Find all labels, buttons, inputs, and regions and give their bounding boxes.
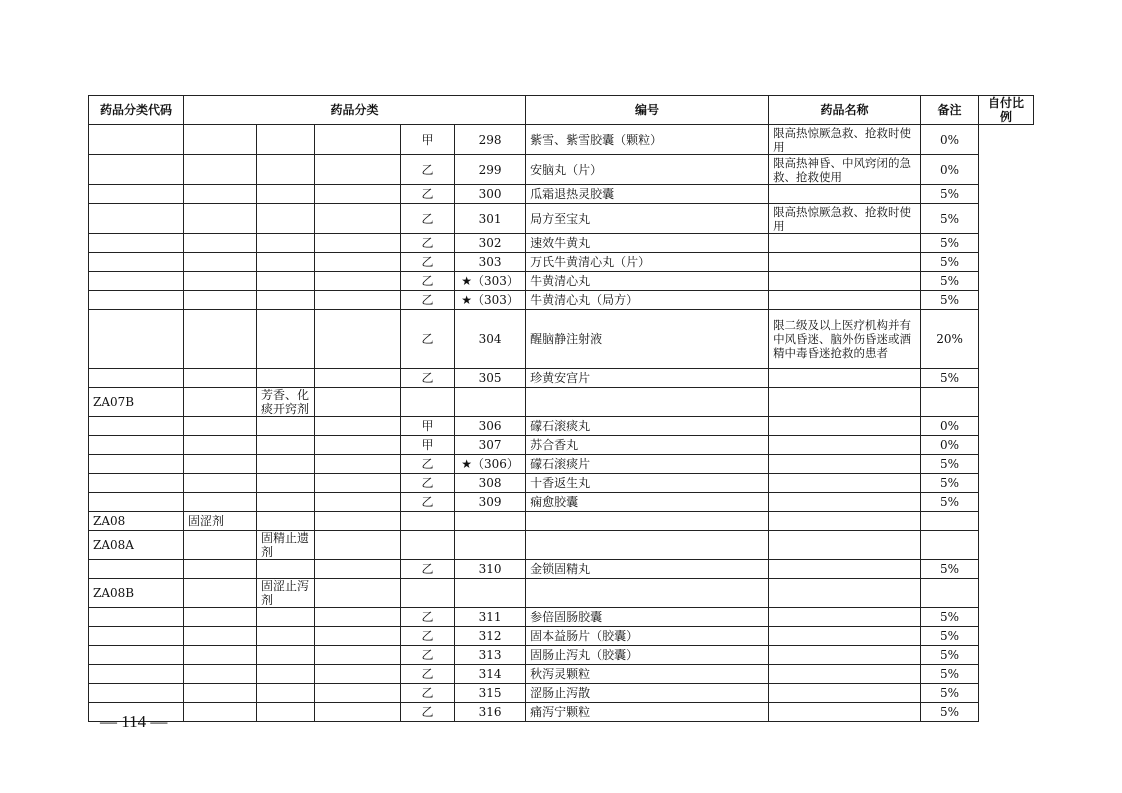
cell-copay-ratio: 0% bbox=[921, 125, 979, 155]
cell-category-level4 bbox=[315, 272, 401, 291]
cell-category-level2 bbox=[184, 185, 257, 204]
page-number: — 114 — bbox=[100, 712, 168, 731]
cell-note bbox=[769, 646, 921, 665]
table-row bbox=[89, 512, 1034, 531]
cell-category-code bbox=[89, 310, 184, 369]
cell-grade: 乙 bbox=[401, 560, 455, 579]
cell-copay-ratio: 0% bbox=[921, 436, 979, 455]
cell-grade bbox=[401, 579, 455, 608]
cell-category-level2 bbox=[184, 369, 257, 388]
cell-drug-name: 金锁固精丸 bbox=[526, 560, 769, 579]
table-row bbox=[89, 291, 1034, 310]
cell-category-level2 bbox=[184, 627, 257, 646]
cell-number: 310 bbox=[455, 560, 526, 579]
table-row bbox=[89, 579, 1034, 608]
cell-category-code bbox=[89, 560, 184, 579]
cell-drug-name bbox=[526, 388, 769, 417]
cell-category-level4 bbox=[315, 125, 401, 155]
cell-number: 304 bbox=[455, 310, 526, 369]
table-row bbox=[89, 436, 1034, 455]
table-row bbox=[89, 646, 1034, 665]
cell-number: 301 bbox=[455, 204, 526, 234]
cell-category-level2 bbox=[184, 608, 257, 627]
cell-note bbox=[769, 185, 921, 204]
cell-copay-ratio: 5% bbox=[921, 455, 979, 474]
cell-drug-name: 局方至宝丸 bbox=[526, 204, 769, 234]
cell-category-code bbox=[89, 155, 184, 185]
cell-grade: 乙 bbox=[401, 703, 455, 722]
cell-category-code bbox=[89, 417, 184, 436]
cell-category-level4 bbox=[315, 155, 401, 185]
cell-note bbox=[769, 388, 921, 417]
table-row bbox=[89, 703, 1034, 722]
cell-copay-ratio: 5% bbox=[921, 665, 979, 684]
cell-category-code bbox=[89, 234, 184, 253]
cell-category-level2 bbox=[184, 272, 257, 291]
table-row bbox=[89, 665, 1034, 684]
cell-category-level3 bbox=[257, 185, 315, 204]
cell-category-level2 bbox=[184, 388, 257, 417]
cell-drug-name: 涩肠止泻散 bbox=[526, 684, 769, 703]
cell-category-level2 bbox=[184, 234, 257, 253]
table-row bbox=[89, 531, 1034, 560]
cell-note bbox=[769, 455, 921, 474]
cell-grade: 甲 bbox=[401, 417, 455, 436]
cell-number bbox=[455, 388, 526, 417]
cell-number: ★（303） bbox=[455, 272, 526, 291]
cell-category-level2 bbox=[184, 455, 257, 474]
cell-category-level3 bbox=[257, 125, 315, 155]
cell-drug-name bbox=[526, 531, 769, 560]
cell-category-level3 bbox=[257, 272, 315, 291]
cell-copay-ratio: 5% bbox=[921, 204, 979, 234]
cell-category-level3 bbox=[257, 253, 315, 272]
cell-note bbox=[769, 703, 921, 722]
drug-catalog-table bbox=[88, 95, 1034, 722]
cell-drug-name: 参倍固肠胶囊 bbox=[526, 608, 769, 627]
cell-category-code: ZA08 bbox=[89, 512, 184, 531]
cell-note bbox=[769, 665, 921, 684]
cell-category-level3 bbox=[257, 234, 315, 253]
table-row bbox=[89, 185, 1034, 204]
cell-category-level4 bbox=[315, 388, 401, 417]
cell-number bbox=[455, 579, 526, 608]
cell-grade: 乙 bbox=[401, 646, 455, 665]
table-row bbox=[89, 310, 1034, 369]
cell-number: 315 bbox=[455, 684, 526, 703]
cell-grade: 乙 bbox=[401, 455, 455, 474]
cell-number: 303 bbox=[455, 253, 526, 272]
cell-category-level3 bbox=[257, 204, 315, 234]
cell-copay-ratio: 5% bbox=[921, 684, 979, 703]
cell-category-code bbox=[89, 684, 184, 703]
cell-category-level4 bbox=[315, 531, 401, 560]
cell-number: 305 bbox=[455, 369, 526, 388]
table-row bbox=[89, 388, 1034, 417]
cell-category-level3 bbox=[257, 310, 315, 369]
cell-note bbox=[769, 531, 921, 560]
cell-category-level3 bbox=[257, 646, 315, 665]
cell-note: 限高热惊厥急救、抢救时使用 bbox=[769, 125, 921, 155]
cell-copay-ratio: 0% bbox=[921, 155, 979, 185]
cell-category-level4 bbox=[315, 185, 401, 204]
table-row bbox=[89, 272, 1034, 291]
cell-category-level2 bbox=[184, 684, 257, 703]
cell-copay-ratio: 5% bbox=[921, 627, 979, 646]
cell-note bbox=[769, 369, 921, 388]
header-ratio: 自付比例 bbox=[979, 96, 1034, 125]
cell-note bbox=[769, 579, 921, 608]
cell-category-level4 bbox=[315, 627, 401, 646]
cell-grade: 乙 bbox=[401, 253, 455, 272]
cell-category-level3 bbox=[257, 493, 315, 512]
cell-category-level4 bbox=[315, 703, 401, 722]
cell-copay-ratio: 5% bbox=[921, 474, 979, 493]
cell-category-level2 bbox=[184, 253, 257, 272]
cell-copay-ratio: 5% bbox=[921, 493, 979, 512]
cell-drug-name: 痫愈胶囊 bbox=[526, 493, 769, 512]
cell-grade: 乙 bbox=[401, 369, 455, 388]
cell-number: 312 bbox=[455, 627, 526, 646]
cell-note bbox=[769, 560, 921, 579]
cell-grade: 乙 bbox=[401, 310, 455, 369]
cell-category-code: ZA08A bbox=[89, 531, 184, 560]
cell-category-level2 bbox=[184, 291, 257, 310]
cell-grade bbox=[401, 512, 455, 531]
cell-grade: 乙 bbox=[401, 272, 455, 291]
cell-copay-ratio bbox=[921, 512, 979, 531]
cell-category-code bbox=[89, 455, 184, 474]
cell-number: 316 bbox=[455, 703, 526, 722]
cell-grade: 乙 bbox=[401, 474, 455, 493]
table-row bbox=[89, 369, 1034, 388]
cell-drug-name: 速效牛黄丸 bbox=[526, 234, 769, 253]
cell-grade: 乙 bbox=[401, 185, 455, 204]
cell-number: 313 bbox=[455, 646, 526, 665]
table-row bbox=[89, 493, 1034, 512]
cell-category-level4 bbox=[315, 579, 401, 608]
cell-number: 311 bbox=[455, 608, 526, 627]
table-row bbox=[89, 627, 1034, 646]
cell-category-level4 bbox=[315, 665, 401, 684]
cell-category-code bbox=[89, 474, 184, 493]
table-body bbox=[89, 125, 1034, 722]
cell-category-code bbox=[89, 185, 184, 204]
cell-note bbox=[769, 684, 921, 703]
cell-number: ★（303） bbox=[455, 291, 526, 310]
cell-note bbox=[769, 512, 921, 531]
cell-drug-name: 苏合香丸 bbox=[526, 436, 769, 455]
cell-note bbox=[769, 627, 921, 646]
cell-drug-name: 痛泻宁颗粒 bbox=[526, 703, 769, 722]
header-code: 药品分类代码 bbox=[89, 96, 184, 125]
cell-grade bbox=[401, 531, 455, 560]
cell-grade: 甲 bbox=[401, 436, 455, 455]
cell-category-level2 bbox=[184, 493, 257, 512]
cell-drug-name: 礞石滚痰丸 bbox=[526, 417, 769, 436]
cell-category-code bbox=[89, 627, 184, 646]
cell-category-code bbox=[89, 369, 184, 388]
cell-number: 307 bbox=[455, 436, 526, 455]
cell-category-level2: 固涩剂 bbox=[184, 512, 257, 531]
cell-grade: 乙 bbox=[401, 608, 455, 627]
cell-category-level2 bbox=[184, 665, 257, 684]
cell-category-level4 bbox=[315, 608, 401, 627]
cell-copay-ratio: 0% bbox=[921, 417, 979, 436]
cell-grade: 乙 bbox=[401, 155, 455, 185]
cell-drug-name: 十香返生丸 bbox=[526, 474, 769, 493]
cell-drug-name: 牛黄清心丸（局方） bbox=[526, 291, 769, 310]
cell-drug-name: 万氏牛黄清心丸（片） bbox=[526, 253, 769, 272]
cell-category-level4 bbox=[315, 436, 401, 455]
cell-copay-ratio: 5% bbox=[921, 185, 979, 204]
cell-category-level4 bbox=[315, 455, 401, 474]
cell-category-level2 bbox=[184, 436, 257, 455]
table-row bbox=[89, 474, 1034, 493]
cell-category-level4 bbox=[315, 234, 401, 253]
cell-copay-ratio: 5% bbox=[921, 560, 979, 579]
table-row bbox=[89, 684, 1034, 703]
cell-number bbox=[455, 512, 526, 531]
cell-number: 302 bbox=[455, 234, 526, 253]
cell-note bbox=[769, 493, 921, 512]
cell-category-code: ZA08B bbox=[89, 579, 184, 608]
cell-note: 限高热惊厥急救、抢救时使用 bbox=[769, 204, 921, 234]
cell-note bbox=[769, 253, 921, 272]
cell-category-level2 bbox=[184, 531, 257, 560]
cell-category-level2 bbox=[184, 310, 257, 369]
cell-grade: 乙 bbox=[401, 204, 455, 234]
cell-grade: 乙 bbox=[401, 665, 455, 684]
cell-drug-name bbox=[526, 579, 769, 608]
table-row bbox=[89, 253, 1034, 272]
cell-number: 309 bbox=[455, 493, 526, 512]
cell-category-level2 bbox=[184, 204, 257, 234]
header-category: 药品分类 bbox=[184, 96, 526, 125]
cell-drug-name: 安脑丸（片） bbox=[526, 155, 769, 185]
cell-drug-name: 秋泻灵颗粒 bbox=[526, 665, 769, 684]
cell-category-level2 bbox=[184, 474, 257, 493]
cell-category-code bbox=[89, 125, 184, 155]
cell-grade: 乙 bbox=[401, 291, 455, 310]
cell-copay-ratio: 5% bbox=[921, 703, 979, 722]
cell-number: 308 bbox=[455, 474, 526, 493]
cell-copay-ratio: 5% bbox=[921, 272, 979, 291]
cell-note bbox=[769, 436, 921, 455]
cell-drug-name: 固肠止泻丸（胶囊） bbox=[526, 646, 769, 665]
table-row bbox=[89, 608, 1034, 627]
cell-category-level2 bbox=[184, 417, 257, 436]
cell-category-level3 bbox=[257, 474, 315, 493]
cell-category-code bbox=[89, 253, 184, 272]
cell-category-code bbox=[89, 436, 184, 455]
cell-category-level4 bbox=[315, 204, 401, 234]
cell-drug-name: 牛黄清心丸 bbox=[526, 272, 769, 291]
cell-drug-name bbox=[526, 512, 769, 531]
table-row bbox=[89, 455, 1034, 474]
cell-number: 314 bbox=[455, 665, 526, 684]
cell-note bbox=[769, 272, 921, 291]
cell-category-level2 bbox=[184, 155, 257, 185]
cell-grade bbox=[401, 388, 455, 417]
cell-copay-ratio bbox=[921, 388, 979, 417]
cell-category-level4 bbox=[315, 493, 401, 512]
cell-category-level3 bbox=[257, 369, 315, 388]
cell-grade: 乙 bbox=[401, 234, 455, 253]
cell-category-code bbox=[89, 493, 184, 512]
table-header-row bbox=[89, 96, 1034, 125]
cell-note bbox=[769, 474, 921, 493]
table-row bbox=[89, 155, 1034, 185]
cell-grade: 乙 bbox=[401, 684, 455, 703]
table-row bbox=[89, 204, 1034, 234]
cell-category-level3 bbox=[257, 455, 315, 474]
cell-category-level4 bbox=[315, 560, 401, 579]
header-name: 药品名称 bbox=[769, 96, 921, 125]
cell-drug-name: 瓜霜退热灵胶囊 bbox=[526, 185, 769, 204]
header-note: 备注 bbox=[921, 96, 979, 125]
cell-note: 限高热神昏、中风窍闭的急救、抢救使用 bbox=[769, 155, 921, 185]
cell-note bbox=[769, 608, 921, 627]
table-row bbox=[89, 417, 1034, 436]
cell-note bbox=[769, 417, 921, 436]
cell-category-level4 bbox=[315, 310, 401, 369]
cell-category-level2 bbox=[184, 560, 257, 579]
cell-category-level4 bbox=[315, 369, 401, 388]
cell-drug-name: 醒脑静注射液 bbox=[526, 310, 769, 369]
cell-category-level3 bbox=[257, 703, 315, 722]
cell-category-code bbox=[89, 272, 184, 291]
cell-category-level3 bbox=[257, 665, 315, 684]
header-number: 编号 bbox=[526, 96, 769, 125]
cell-category-level4 bbox=[315, 646, 401, 665]
cell-category-code bbox=[89, 646, 184, 665]
cell-note bbox=[769, 291, 921, 310]
cell-grade: 甲 bbox=[401, 125, 455, 155]
table-row bbox=[89, 560, 1034, 579]
cell-category-level4 bbox=[315, 291, 401, 310]
cell-drug-name: 礞石滚痰片 bbox=[526, 455, 769, 474]
cell-number: 299 bbox=[455, 155, 526, 185]
cell-category-level4 bbox=[315, 684, 401, 703]
cell-copay-ratio: 5% bbox=[921, 253, 979, 272]
cell-category-level4 bbox=[315, 417, 401, 436]
cell-category-level2 bbox=[184, 579, 257, 608]
cell-category-level2 bbox=[184, 703, 257, 722]
cell-category-level3: 固精止遗剂 bbox=[257, 531, 315, 560]
cell-copay-ratio: 5% bbox=[921, 608, 979, 627]
cell-copay-ratio bbox=[921, 531, 979, 560]
cell-copay-ratio bbox=[921, 579, 979, 608]
table-row bbox=[89, 125, 1034, 155]
cell-category-level3 bbox=[257, 560, 315, 579]
cell-category-level3: 固涩止泻剂 bbox=[257, 579, 315, 608]
cell-copay-ratio: 5% bbox=[921, 369, 979, 388]
cell-category-level4 bbox=[315, 474, 401, 493]
cell-number: ★（306） bbox=[455, 455, 526, 474]
cell-category-level2 bbox=[184, 646, 257, 665]
cell-category-level4 bbox=[315, 512, 401, 531]
cell-note bbox=[769, 234, 921, 253]
cell-category-level3 bbox=[257, 417, 315, 436]
cell-category-code bbox=[89, 665, 184, 684]
cell-category-level3 bbox=[257, 684, 315, 703]
cell-number: 298 bbox=[455, 125, 526, 155]
cell-category-level3 bbox=[257, 291, 315, 310]
cell-category-level3: 芳香、化痰开窍剂 bbox=[257, 388, 315, 417]
cell-grade: 乙 bbox=[401, 493, 455, 512]
cell-category-level3 bbox=[257, 436, 315, 455]
cell-category-code bbox=[89, 291, 184, 310]
cell-note: 限二级及以上医疗机构并有中风昏迷、脑外伤昏迷或酒精中毒昏迷抢救的患者 bbox=[769, 310, 921, 369]
cell-category-level4 bbox=[315, 253, 401, 272]
cell-category-level3 bbox=[257, 155, 315, 185]
cell-copay-ratio: 5% bbox=[921, 234, 979, 253]
cell-category-level3 bbox=[257, 608, 315, 627]
cell-copay-ratio: 20% bbox=[921, 310, 979, 369]
cell-drug-name: 固本益肠片（胶囊） bbox=[526, 627, 769, 646]
cell-grade: 乙 bbox=[401, 627, 455, 646]
cell-number bbox=[455, 531, 526, 560]
cell-copay-ratio: 5% bbox=[921, 646, 979, 665]
cell-drug-name: 紫雪、紫雪胶囊（颗粒） bbox=[526, 125, 769, 155]
cell-category-level3 bbox=[257, 627, 315, 646]
cell-drug-name: 珍黄安宫片 bbox=[526, 369, 769, 388]
cell-category-code bbox=[89, 608, 184, 627]
cell-category-code bbox=[89, 204, 184, 234]
table-row bbox=[89, 234, 1034, 253]
cell-number: 300 bbox=[455, 185, 526, 204]
cell-category-level2 bbox=[184, 125, 257, 155]
cell-category-code: ZA07B bbox=[89, 388, 184, 417]
cell-copay-ratio: 5% bbox=[921, 291, 979, 310]
cell-number: 306 bbox=[455, 417, 526, 436]
cell-category-level3 bbox=[257, 512, 315, 531]
